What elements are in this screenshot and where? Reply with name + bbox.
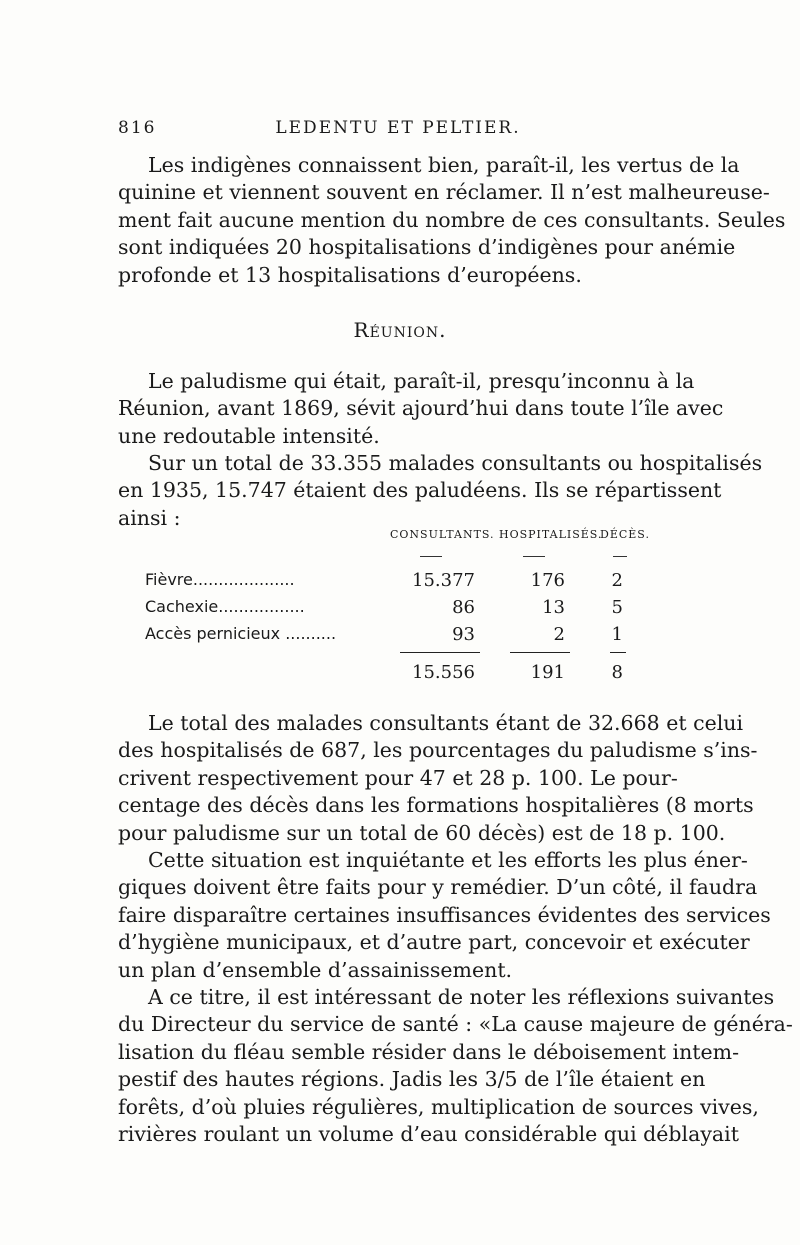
table-row xyxy=(145,624,665,650)
header-consultants: CONSULTANTS. xyxy=(390,528,495,541)
header-dash xyxy=(420,556,442,557)
sum-rule xyxy=(610,652,626,653)
cell-deces: 2 xyxy=(611,570,623,591)
text-line: rivières roulant un volume d’eau considérable qui déblayait xyxy=(118,1121,739,1146)
running-head: LEDENTU ET PELTIER. xyxy=(275,118,521,138)
paragraph-1 xyxy=(118,368,724,450)
table-header xyxy=(145,528,665,548)
row-label: Cachexie................. xyxy=(145,597,305,616)
header-deces: DÉCÈS. xyxy=(600,528,650,541)
text-line: quinine et viennent souvent en réclamer. Il n’est malheureuse- xyxy=(118,180,770,205)
sum-rule xyxy=(400,652,480,653)
text-line: ainsi : xyxy=(118,505,181,530)
text-line: Sur un total de 33.355 malades consultants ou hospitalisés xyxy=(148,451,763,475)
total-deces: 8 xyxy=(611,662,623,683)
table-row xyxy=(145,597,665,623)
text-line: pestif des hautes régions. Jadis les 3/5 de l’île étaient en xyxy=(118,1067,706,1092)
text-line: giques doivent être faits pour y remédier. D’un côté, il faudra xyxy=(118,875,758,900)
text-line: sont indiquées 20 hospitalisations d’indigènes pour anémie xyxy=(118,235,736,260)
header-dash xyxy=(613,556,627,557)
text-line: une redoutable intensité. xyxy=(118,423,380,448)
text-line: crivent respectivement pour 47 et 28 p. 100. Le pour- xyxy=(118,765,678,790)
total-hospitalises: 191 xyxy=(530,662,565,683)
header-dash xyxy=(523,556,545,557)
cell-deces: 5 xyxy=(611,597,623,618)
cell-deces: 1 xyxy=(611,624,623,645)
text-line: des hospitalisés de 687, les pourcentages du paludisme s’ins- xyxy=(118,738,758,763)
total-consultants: 15.556 xyxy=(412,662,475,683)
text-line: A ce titre, il est intéressant de noter les réflexions suivantes xyxy=(148,985,775,1009)
sum-rule xyxy=(510,652,570,653)
paragraph-4 xyxy=(118,847,771,984)
table-row xyxy=(145,570,665,596)
text-line: Le paludisme qui était, paraît-il, presqu’inconnu à la xyxy=(148,369,695,393)
paragraph-3 xyxy=(118,710,758,847)
page-header xyxy=(118,118,678,148)
text-line: un plan d’ensemble d’assainissement. xyxy=(118,957,513,982)
text-line: ment fait aucune mention du nombre de ces consultants. Seules xyxy=(118,207,786,232)
cell-hospitalises: 176 xyxy=(530,570,565,591)
text-line: Le total des malades consultants étant de 32.668 et celui xyxy=(148,711,744,735)
paragraph-2 xyxy=(118,450,763,532)
page-number: 816 xyxy=(118,118,157,138)
text-line: du Directeur du service de santé : «La cause majeure de généra- xyxy=(118,1012,793,1037)
header-hospitalises: HOSPITALISÉS. xyxy=(499,528,603,541)
cell-consultants: 86 xyxy=(452,597,475,618)
cell-consultants: 93 xyxy=(452,624,475,645)
text-line: Cette situation est inquiétante et les efforts les plus éner- xyxy=(148,848,748,872)
text-line: Les indigènes connaissent bien, paraît-il, les vertus de la xyxy=(148,153,740,177)
intro-paragraph xyxy=(118,152,786,289)
cell-consultants: 15.377 xyxy=(412,570,475,591)
cell-hospitalises: 2 xyxy=(553,624,565,645)
text-line: profonde et 13 hospitalisations d’européens. xyxy=(118,262,582,287)
section-title-text: Réunion. xyxy=(353,318,447,342)
section-title xyxy=(0,318,800,342)
text-line: lisation du fléau semble résider dans le déboisement intem- xyxy=(118,1039,740,1064)
table-totals-row xyxy=(145,662,665,688)
cell-hospitalises: 13 xyxy=(542,597,565,618)
text-line: centage des décès dans les formations hospitalières (8 morts xyxy=(118,793,754,818)
paragraph-5 xyxy=(118,984,793,1148)
row-label: Fièvre.................... xyxy=(145,570,295,589)
text-line: pour paludisme sur un total de 60 décès) est de 18 p. 100. xyxy=(118,820,726,845)
text-line: forêts, d’où pluies régulières, multiplication de sources vives, xyxy=(118,1094,759,1119)
text-line: Réunion, avant 1869, sévit ajourd’hui dans toute l’île avec xyxy=(118,396,724,421)
text-line: d’hygiène municipaux, et d’autre part, concevoir et exécuter xyxy=(118,930,750,955)
text-line: en 1935, 15.747 étaient des paludéens. Ils se répartissent xyxy=(118,478,722,503)
text-line: faire disparaître certaines insuffisances évidentes des services xyxy=(118,902,771,927)
row-label: Accès pernicieux .......... xyxy=(145,624,337,643)
